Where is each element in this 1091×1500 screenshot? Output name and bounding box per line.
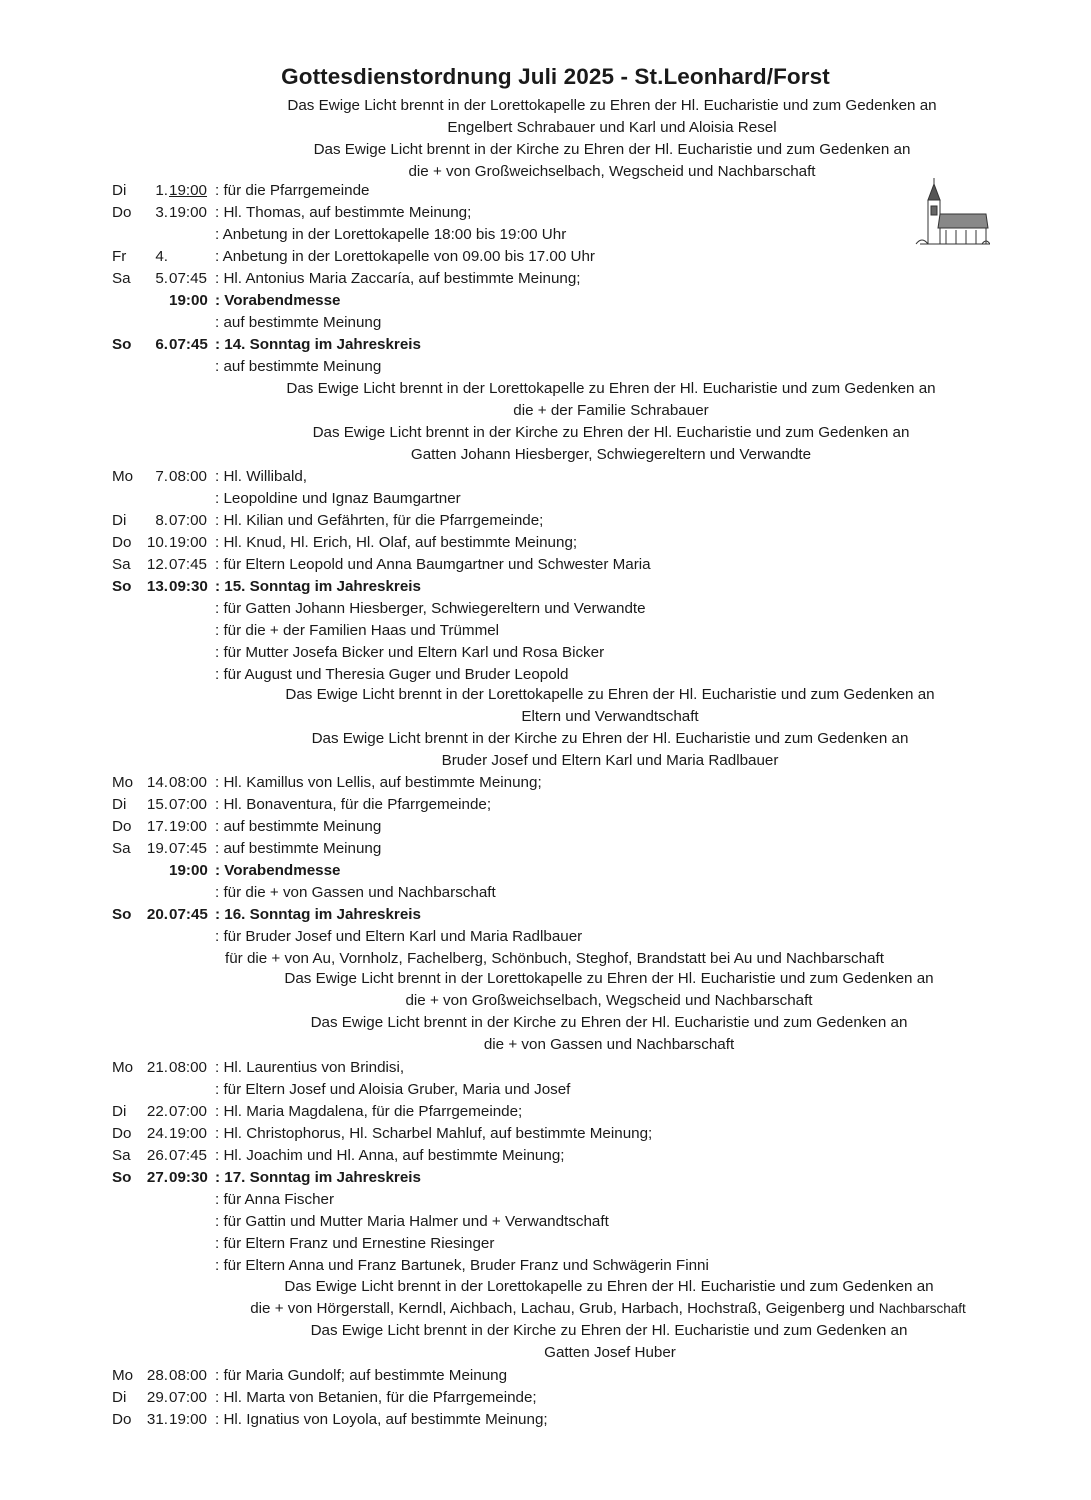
memorial-note: Das Ewige Licht brennt in der Lorettokapelle zu Ehren der Hl. Eucharistie und zum Gedenken an — [284, 1278, 934, 1295]
memorial-note: Eltern und Verwandtschaft — [521, 708, 699, 725]
schedule-text: : für Mutter Josefa Bicker und Eltern Karl und Rosa Bicker — [215, 644, 605, 661]
schedule-time: 19:00 — [169, 1125, 208, 1142]
schedule-text: : 14. Sonntag im Jahreskreis — [215, 336, 421, 353]
intro-note-2: Engelbert Schrabauer und Karl und Aloisia Resel — [447, 119, 777, 136]
memorial-note: Das Ewige Licht brennt in der Lorettokapelle zu Ehren der Hl. Eucharistie und zum Gedenken an — [285, 686, 935, 703]
schedule-text: : für Gatten Johann Hiesberger, Schwiegereltern und Verwandte — [215, 600, 646, 617]
schedule-date: 1. — [155, 182, 168, 199]
schedule-text: : für die Pfarrgemeinde — [215, 182, 370, 199]
intro-note-4: die + von Großweichselbach, Wegscheid und Nachbarschaft — [408, 163, 816, 180]
schedule-time: 08:00 — [169, 468, 208, 485]
schedule-text: : für Maria Gundolf; auf bestimmte Meinung — [215, 1367, 508, 1384]
schedule-text: : 17. Sonntag im Jahreskreis — [215, 1169, 421, 1186]
memorial-note: Das Ewige Licht brennt in der Kirche zu Ehren der Hl. Eucharistie und zum Gedenken an — [310, 1322, 908, 1339]
schedule-time: 08:00 — [169, 1059, 208, 1076]
schedule-text: : Vorabendmesse — [215, 292, 341, 309]
schedule-text: : 16. Sonntag im Jahreskreis — [215, 906, 421, 923]
schedule-date: 4. — [155, 248, 168, 265]
schedule-text: : Hl. Thomas, auf bestimmte Meinung; — [215, 204, 472, 221]
schedule-date: 26. — [146, 1147, 168, 1164]
schedule-date: 6. — [155, 336, 168, 353]
schedule-date: 28. — [146, 1367, 168, 1384]
schedule-time: 19:00 — [169, 862, 208, 879]
schedule-time: 19:00 — [169, 204, 208, 221]
schedule-date: 27. — [146, 1169, 168, 1186]
schedule-day: Di — [112, 796, 127, 813]
schedule-date: 5. — [155, 270, 168, 287]
schedule-text: : Hl. Ignatius von Loyola, auf bestimmte Meinung; — [215, 1411, 548, 1428]
schedule-text: : für Gattin und Mutter Maria Halmer und + Verwandtschaft — [215, 1213, 609, 1230]
schedule-text: : für die + von Gassen und Nachbarschaft — [215, 884, 496, 901]
schedule-day: Mo — [112, 774, 134, 791]
schedule-date: 15. — [146, 796, 168, 813]
schedule-time: 07:00 — [169, 512, 208, 529]
schedule-day: Di — [112, 1389, 127, 1406]
schedule-day: Mo — [112, 1367, 134, 1384]
memorial-note: Gatten Johann Hiesberger, Schwiegereltern und Verwandte — [410, 446, 812, 463]
church-icon — [912, 178, 990, 254]
schedule-text: : Hl. Bonaventura, für die Pfarrgemeinde; — [215, 796, 492, 813]
schedule-day: Mo — [112, 468, 134, 485]
memorial-note: Das Ewige Licht brennt in der Kirche zu Ehren der Hl. Eucharistie und zum Gedenken an — [312, 424, 910, 441]
schedule-date: 12. — [146, 556, 168, 573]
memorial-note: Das Ewige Licht brennt in der Kirche zu Ehren der Hl. Eucharistie und zum Gedenken an — [310, 1014, 908, 1031]
schedule-date: 20. — [146, 906, 168, 923]
schedule-text: : Leopoldine und Ignaz Baumgartner — [215, 490, 461, 507]
schedule-date: 7. — [155, 468, 168, 485]
schedule-text: : Hl. Joachim und Hl. Anna, auf bestimmte Meinung; — [215, 1147, 565, 1164]
schedule-time: 07:00 — [169, 1103, 208, 1120]
memorial-note: Gatten Josef Huber — [544, 1344, 676, 1361]
schedule-text: : Hl. Kilian und Gefährten, für die Pfarrgemeinde; — [215, 512, 544, 529]
schedule-text: : Hl. Christophorus, Hl. Scharbel Mahluf, auf bestimmte Meinung; — [215, 1125, 653, 1142]
schedule-date: 19. — [146, 840, 168, 857]
memorial-note: die + der Familie Schrabauer — [513, 402, 709, 419]
schedule-text: : Anbetung in der Lorettokapelle 18:00 bis 19:00 Uhr — [215, 226, 567, 243]
memorial-note: Das Ewige Licht brennt in der Lorettokapelle zu Ehren der Hl. Eucharistie und zum Gedenken an — [286, 380, 936, 397]
schedule-day: Do — [112, 204, 132, 221]
schedule-day: Mo — [112, 1059, 134, 1076]
schedule-day: So — [112, 578, 132, 595]
schedule-time: 07:45 — [169, 1147, 208, 1164]
schedule-time: 19:00 — [169, 818, 208, 835]
schedule-text: : auf bestimmte Meinung — [215, 840, 382, 857]
memorial-note: die + von Großweichselbach, Wegscheid und Nachbarschaft — [405, 992, 813, 1009]
schedule-time: 19:00 — [169, 1411, 208, 1428]
schedule-day: Di — [112, 1103, 127, 1120]
intro-note-1: Das Ewige Licht brennt in der Lorettokapelle zu Ehren der Hl. Eucharistie und zum Gedenken an — [287, 97, 937, 114]
schedule-time: 07:00 — [169, 796, 208, 813]
schedule-text: : für Eltern Anna und Franz Bartunek, Bruder Franz und Schwägerin Finni — [215, 1257, 709, 1274]
schedule-text: : auf bestimmte Meinung — [215, 314, 382, 331]
schedule-text: : für Eltern Josef und Aloisia Gruber, Maria und Josef — [215, 1081, 571, 1098]
schedule-date: 13. — [146, 578, 168, 595]
schedule-date: 17. — [146, 818, 168, 835]
schedule-time: 08:00 — [169, 1367, 208, 1384]
schedule-time: 19:00 — [169, 292, 208, 309]
schedule-time: 19:00 — [169, 182, 208, 199]
schedule-date: 31. — [146, 1411, 168, 1428]
schedule-date: 14. — [146, 774, 168, 791]
schedule-time: 07:45 — [169, 906, 208, 923]
schedule-day: Sa — [112, 840, 131, 857]
schedule-time: 08:00 — [169, 774, 208, 791]
schedule-text: : Hl. Maria Magdalena, für die Pfarrgemeinde; — [215, 1103, 523, 1120]
schedule-date: 8. — [155, 512, 168, 529]
schedule-day: So — [112, 1169, 132, 1186]
schedule-day: Do — [112, 1125, 132, 1142]
schedule-text: : für Eltern Leopold und Anna Baumgartner und Schwester Maria — [215, 556, 651, 573]
schedule-text: : Anbetung in der Lorettokapelle von 09.00 bis 17.00 Uhr — [215, 248, 595, 265]
schedule-text: : für Bruder Josef und Eltern Karl und Maria Radlbauer — [215, 928, 583, 945]
schedule-text: : Hl. Knud, Hl. Erich, Hl. Olaf, auf bestimmte Meinung; — [215, 534, 578, 551]
schedule-time: 09:30 — [169, 1169, 208, 1186]
schedule-text: : für Eltern Franz und Ernestine Riesinger — [215, 1235, 495, 1252]
memorial-note: die + von Gassen und Nachbarschaft — [483, 1036, 735, 1053]
schedule-text: : Hl. Laurentius von Brindisi, — [215, 1059, 405, 1076]
memorial-note: die + von Hörgerstall, Kerndl, Aichbach, Lachau, Grub, Harbach, Hochstraß, Geigenberg und Nachbarschaft — [250, 1300, 966, 1317]
schedule-day: Do — [112, 1411, 132, 1428]
schedule-text: : Hl. Willibald, — [215, 468, 307, 485]
schedule-day: Sa — [112, 270, 131, 287]
schedule-time: 19:00 — [169, 534, 208, 551]
memorial-note: Das Ewige Licht brennt in der Kirche zu Ehren der Hl. Eucharistie und zum Gedenken an — [311, 730, 909, 747]
schedule-time: 07:45 — [169, 840, 208, 857]
schedule-text: : für August und Theresia Guger und Bruder Leopold — [215, 666, 569, 683]
intro-note-3: Das Ewige Licht brennt in der Kirche zu Ehren der Hl. Eucharistie und zum Gedenken an — [313, 141, 911, 158]
schedule-text: : auf bestimmte Meinung — [215, 818, 382, 835]
schedule-time: 09:30 — [169, 578, 208, 595]
schedule-text: : Hl. Antonius Maria Zaccaría, auf bestimmte Meinung; — [215, 270, 581, 287]
schedule-text: : Hl. Kamillus von Lellis, auf bestimmte Meinung; — [215, 774, 542, 791]
schedule-text: : für die + der Familien Haas und Trümmel — [215, 622, 500, 639]
memorial-note: Das Ewige Licht brennt in der Lorettokapelle zu Ehren der Hl. Eucharistie und zum Gedenken an — [284, 970, 934, 987]
page-title: Gottesdienstordnung Juli 2025 - St.Leonhard/Forst — [281, 64, 830, 89]
schedule-day: Sa — [112, 1147, 131, 1164]
schedule-day: Do — [112, 818, 132, 835]
schedule-text: : auf bestimmte Meinung — [215, 358, 382, 375]
schedule-time: 07:00 — [169, 1389, 208, 1406]
schedule-text: : Hl. Marta von Betanien, für die Pfarrgemeinde; — [215, 1389, 537, 1406]
schedule-text: : 15. Sonntag im Jahreskreis — [215, 578, 421, 595]
schedule-date: 3. — [155, 204, 168, 221]
schedule-date: 10. — [146, 534, 168, 551]
schedule-date: 21. — [146, 1059, 168, 1076]
schedule-day: Di — [112, 512, 127, 529]
schedule-day: Di — [112, 182, 127, 199]
schedule-day: Do — [112, 534, 132, 551]
schedule-date: 29. — [146, 1389, 168, 1406]
schedule-day: Fr — [112, 248, 127, 265]
schedule-text: : Vorabendmesse — [215, 862, 341, 879]
schedule-date: 24. — [146, 1125, 168, 1142]
memorial-note: Bruder Josef und Eltern Karl und Maria Radlbauer — [441, 752, 779, 769]
schedule-day: Sa — [112, 556, 131, 573]
schedule-time: 07:45 — [169, 270, 208, 287]
schedule-day: So — [112, 906, 132, 923]
schedule-time: 07:45 — [169, 556, 208, 573]
schedule-time: 07:45 — [169, 336, 208, 353]
schedule-text: : für Anna Fischer — [215, 1191, 335, 1208]
schedule-date: 22. — [146, 1103, 168, 1120]
schedule-text: für die + von Au, Vornholz, Fachelberg, Schönbuch, Steghof, Brandstatt bei Au und Nachbarschaft — [225, 950, 884, 967]
schedule-day: So — [112, 336, 132, 353]
